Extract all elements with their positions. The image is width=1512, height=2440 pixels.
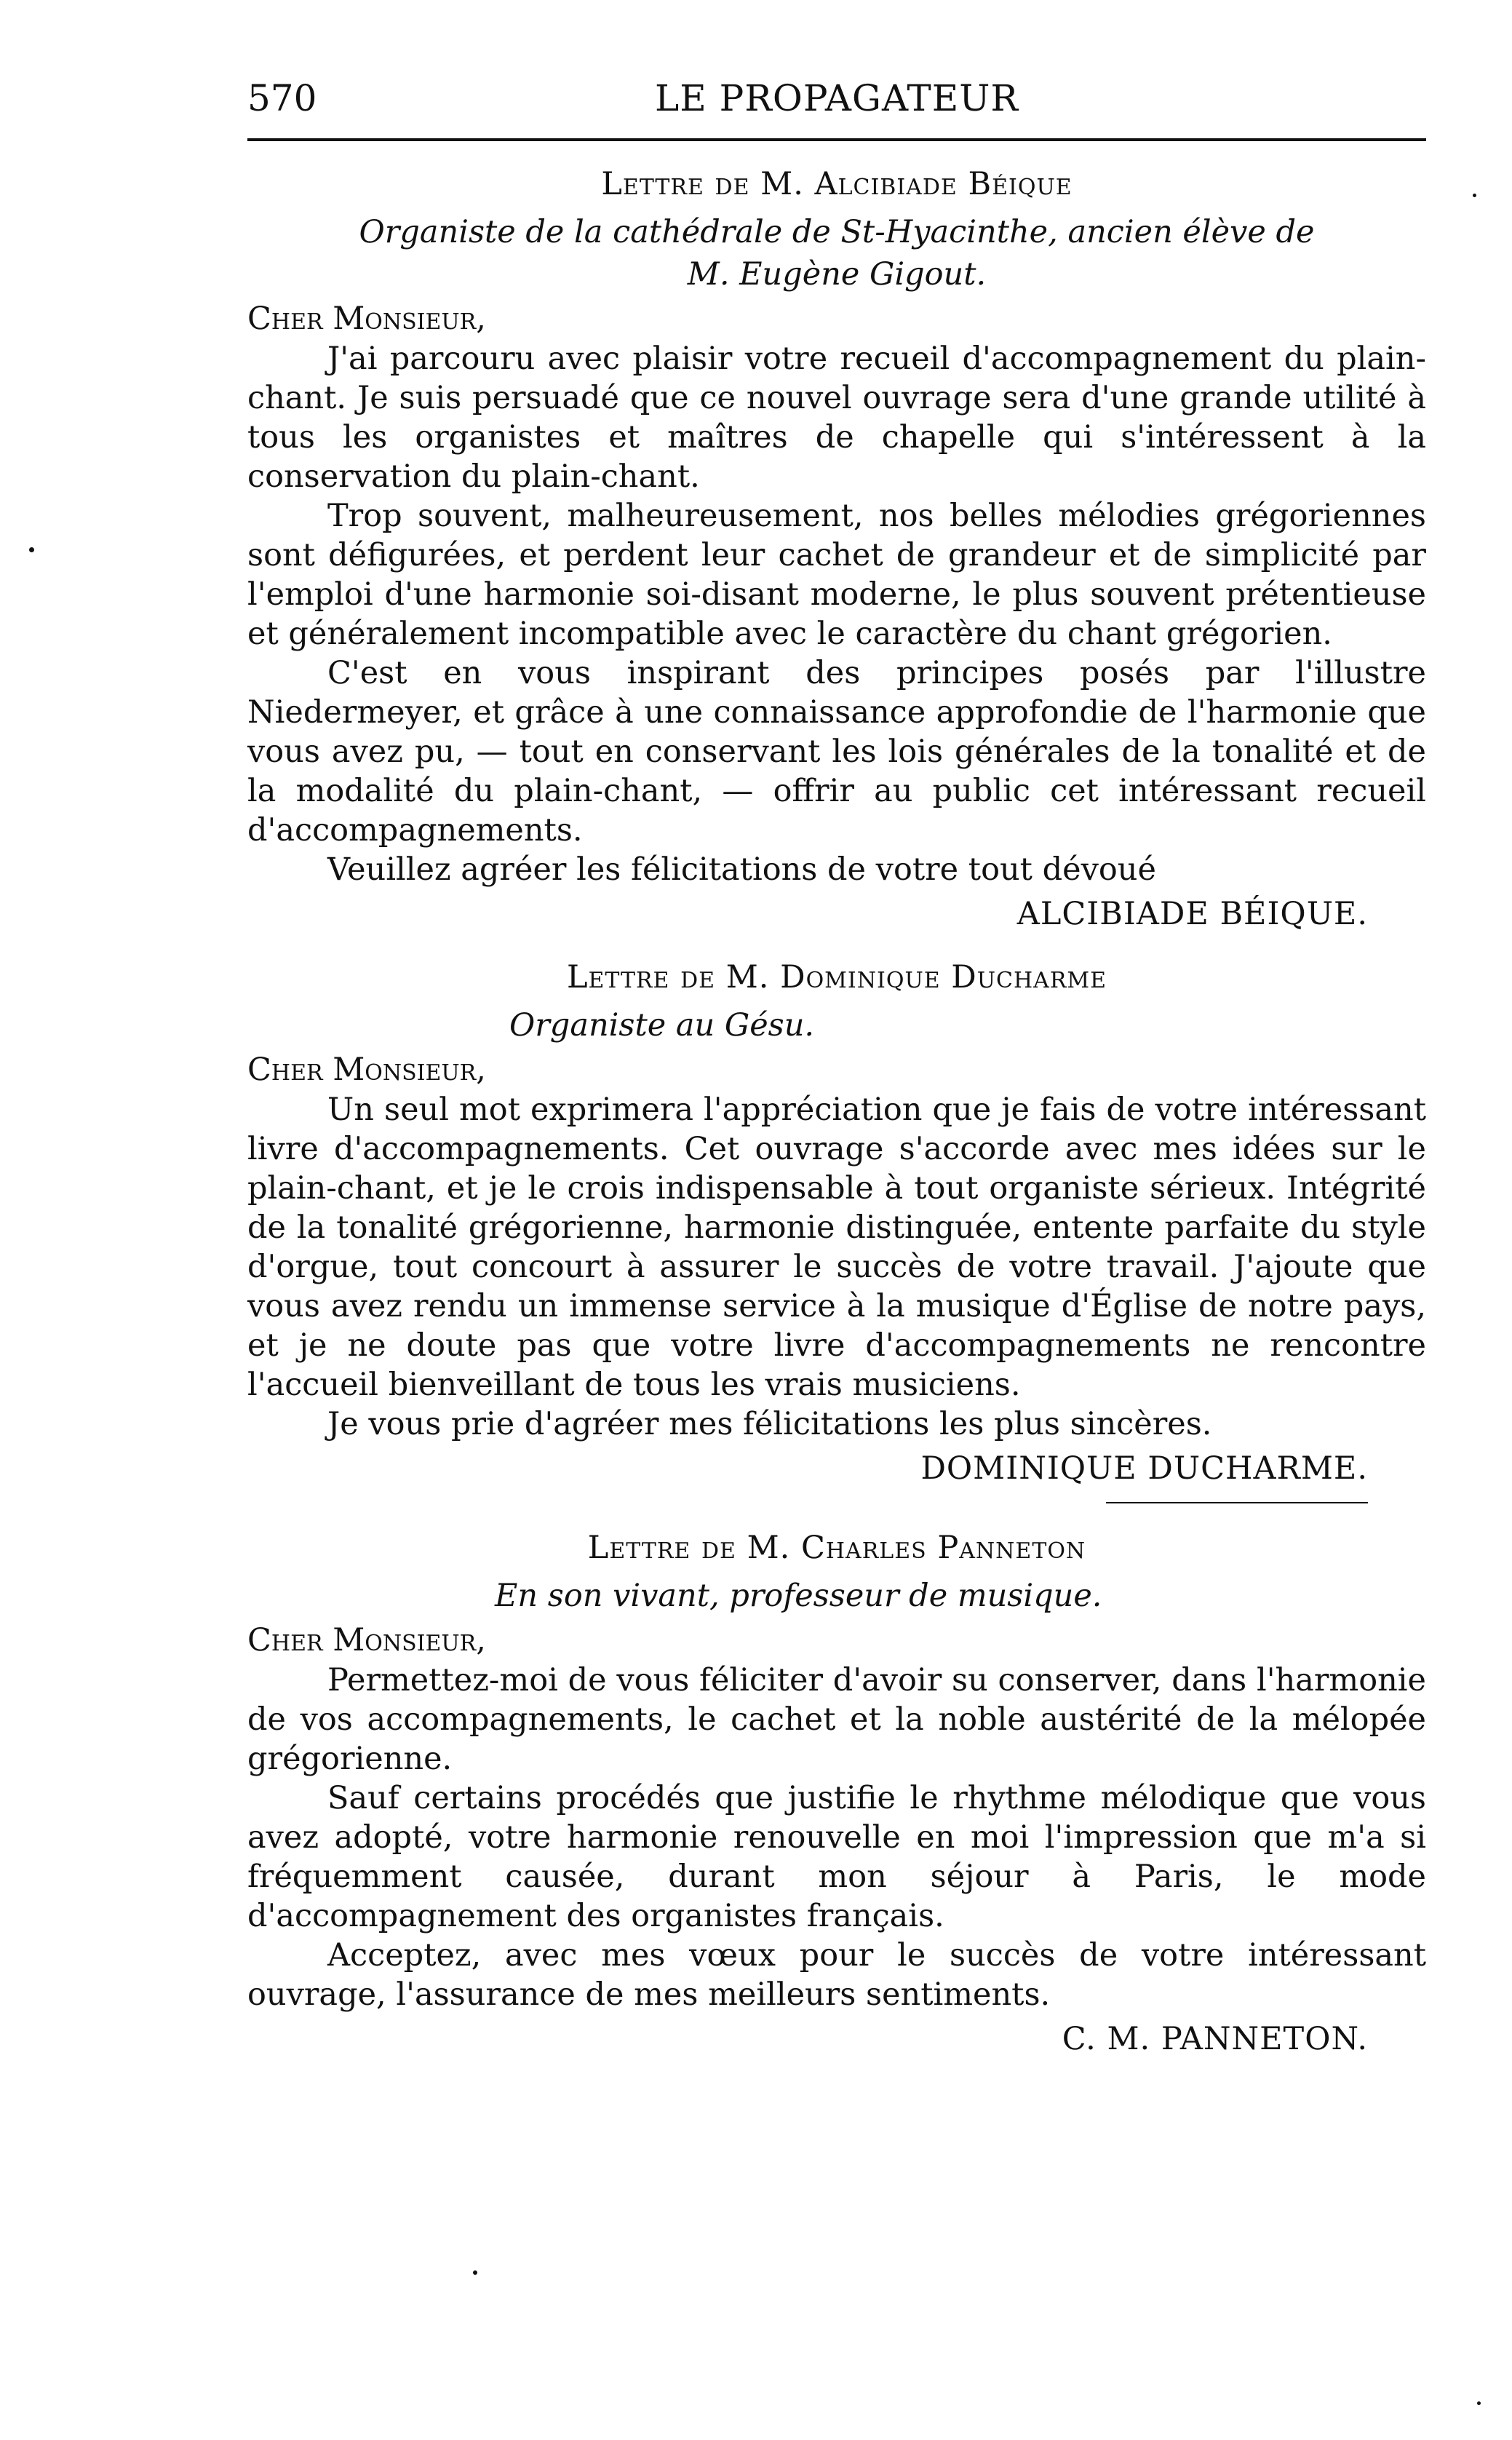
salutation: Cher Monsieur, [247,1622,486,1658]
letter-paragraph: Permettez-moi de vous féliciter d'avoir su conserver, dans l'harmonie de vos accompagnements, le cachet et la noble austérité de la mélopée grégorienne. [247,1662,1426,1777]
scan-speck [29,547,34,552]
salutation: Cher Monsieur, [247,301,486,337]
letter-heading: Lettre de M. Alcibiade Béique [601,166,1073,202]
letter-subtitle: Organiste au Gésu. [509,1007,815,1044]
letter-paragraph: C'est en vous inspirant des principes posés par l'illustre Niedermeyer, et grâce à une connaissance approfondie de l'harmonie que vous avez pu, — tout en conservant les lois générales de la tonalité et de la modalité du plain-chant, — offrir au public cet intéressant recueil d'accompagnements. [247,655,1426,849]
letter-beique [247,162,1426,936]
signature: ALCIBIADE BÉIQUE. [1016,896,1368,932]
letter-subtitle: En son vivant, professeur de musique. [495,1578,1102,1614]
letter-paragraph: Veuillez agréer les félicitations de votre tout dévoué [327,851,1156,888]
scan-speck [1477,2401,1481,2405]
letter-subtitle: Organiste de la cathédrale de St-Hyacinthe, ancien élève de M. Eugène Gigout. [359,214,1315,293]
letter-paragraph: J'ai parcouru avec plaisir votre recueil d'accompagnement du plain-chant. Je suis persuadé que ce nouvel ouvrage sera d'une grande utilité à tous les organistes et maîtres de chapelle qui s'intéressent à la conservation du plain-chant. [247,341,1426,495]
letter-paragraph: Un seul mot exprimera l'appréciation que je fais de votre intéressant livre d'accompagnements. Cet ouvrage s'accorde avec mes idées sur le plain-chant, et je le crois indispensable à tout organiste sérieux. Intégrité de la tonalité grégorienne, harmonie distinguée, entente parfaite du style d'orgue, tout concourt à assurer le succès de votre travail. J'ajoute que vous avez rendu un immense service à la musique d'Église de notre pays, et je ne doute pas que votre livre d'accompagnements ne rencontre l'accueil bienveillant de tous les vrais musiciens. [247,1092,1426,1403]
page-number: 570 [247,77,317,119]
scan-speck [1473,194,1476,197]
salutation: Cher Monsieur, [247,1052,486,1088]
letter-paragraph: Je vous prie d'agréer mes félicitations les plus sincères. [327,1406,1212,1442]
signature: C. M. PANNETON. [1062,2021,1368,2057]
letter-heading: Lettre de M. Dominique Ducharme [566,959,1107,996]
page [247,58,1426,2080]
letter-heading: Lettre de M. Charles Panneton [587,1530,1086,1566]
scan-speck [473,2270,477,2275]
running-head [247,58,1426,138]
letter-panneton [247,1525,1426,2061]
letter-paragraph: Acceptez, avec mes vœux pour le succès de votre intéressant ouvrage, l'assurance de mes meilleurs sentiments. [247,1937,1426,2013]
signature-rule [1106,1502,1368,1503]
letter-paragraph: Sauf certains procédés que justifie le rhythme mélodique que vous avez adopté, votre harmonie renouvelle en moi l'impression que m'a si fréquemment causée, durant mon séjour à Paris, le mode d'accompagnement des organistes français. [247,1780,1426,1934]
signature: DOMINIQUE DUCHARME. [920,1450,1368,1487]
journal-title: LE PROPAGATEUR [655,77,1019,119]
letter-paragraph: Trop souvent, malheureusement, nos belles mélodies grégoriennes sont défigurées, et perdent leur cachet de grandeur et de simplicité par l'emploi d'une harmonie soi-disant moderne, le plus souvent prétentieuse et généralement incompatible avec le caractère du chant grégorien. [247,498,1426,652]
letter-ducharme [247,955,1426,1503]
header-rule [247,138,1426,141]
